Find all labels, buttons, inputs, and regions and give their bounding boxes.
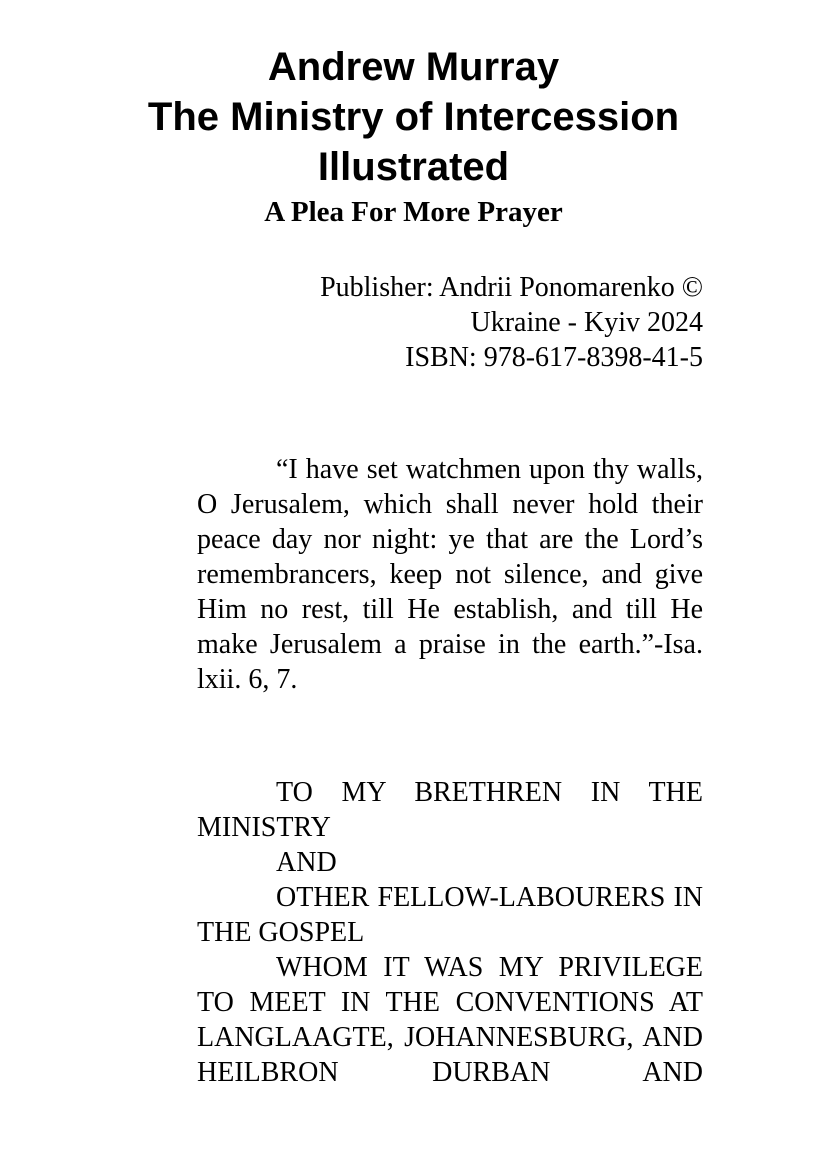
- dedication-paragraph-1: TO MY BRETHREN IN THE MINISTRY: [197, 777, 703, 843]
- dedication-paragraph-4: WHOM IT WAS MY PRIVILEGE TO MEET IN THE CONVENTIONS AT LANGLAAGTE, JOHANNESBURG, AND HEILBRON DURBAN AND: [197, 952, 703, 1088]
- dedication: [197, 775, 703, 1090]
- book-title-line-3: Illustrated: [317, 145, 510, 189]
- epigraph-quote: “I have set watchmen upon thy walls, O Jerusalem, which shall never hold their peace day nor night: ye that are the Lord’s remembrancers, keep not silence, and give Him no rest, till He establish, and till He make Jerusalem a praise in the earth.”-Isa. lxii. 6, 7.: [197, 454, 703, 695]
- title-block: [0, 42, 827, 230]
- dedication-paragraph-3: OTHER FELLOW-LABOURERS IN THE GOSPEL: [197, 882, 703, 948]
- author-name: Andrew Murray: [267, 45, 560, 89]
- publisher-info: [183, 270, 703, 375]
- book-subtitle: A Plea For More Prayer: [264, 196, 563, 228]
- isbn-line: ISBN: 978-617-8398-41-5: [405, 342, 703, 373]
- dedication-paragraph-2: AND: [276, 847, 337, 878]
- location-year-line: Ukraine - Kyiv 2024: [470, 307, 703, 338]
- book-title: The Ministry of Intercession: [147, 95, 680, 139]
- publisher-line: Publisher: Andrii Ponomarenko ©: [320, 272, 703, 303]
